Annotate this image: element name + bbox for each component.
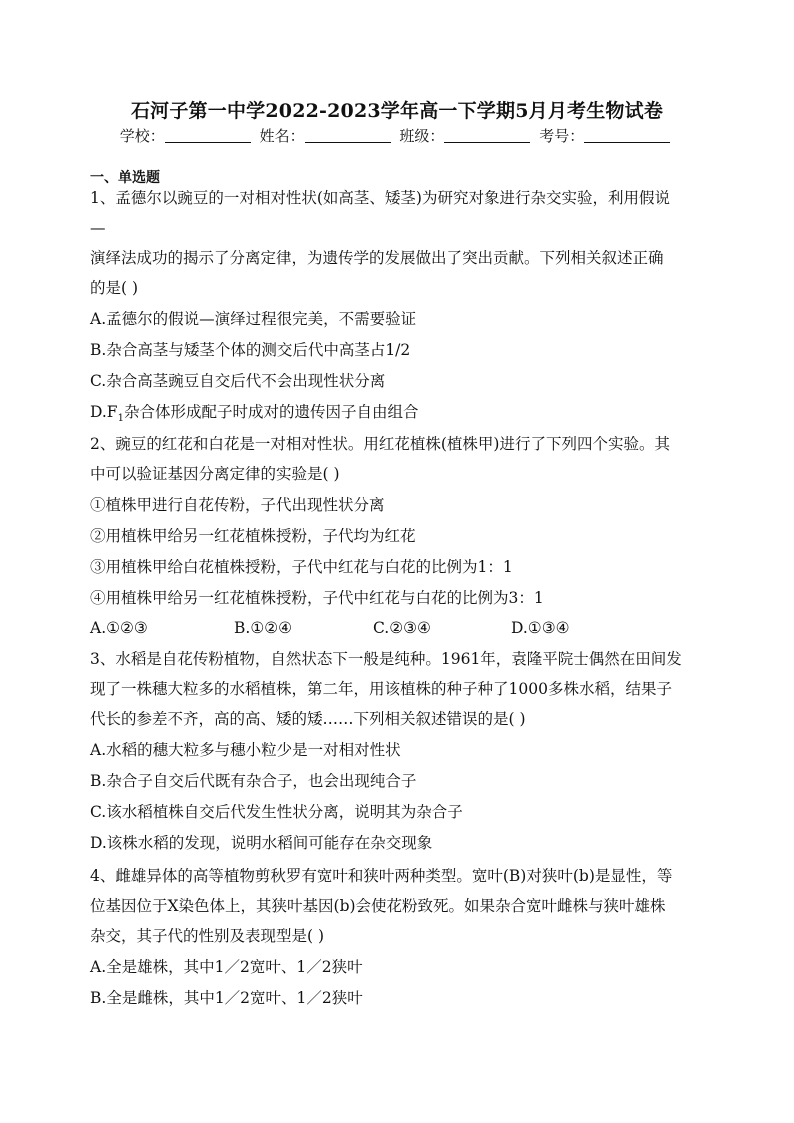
q2-statement-4: ④用植株甲给另一红花植株授粉，子代中红花与白花的比例为3：1 xyxy=(90,589,544,607)
q2-stem-line: 2、豌豆的红花和白花是一对相对性状。用红花植株(植株甲)进行了下列四个实验。其 xyxy=(90,435,670,453)
q4-stem-line: 杂交，其子代的性别及表现型是( ) xyxy=(90,927,325,945)
exam-number-blank[interactable] xyxy=(584,128,670,143)
name-label: 姓名： xyxy=(259,127,305,145)
class-blank[interactable] xyxy=(444,128,530,143)
q1-stem-line: — xyxy=(90,219,106,237)
exam-title: 石河子第一中学2022-2023学年高一下学期5月月考生物试卷 xyxy=(130,100,664,122)
q1-option-c: C.杂合高茎豌豆自交后代不会出现性状分离 xyxy=(90,372,386,390)
section-heading: 一、单选题 xyxy=(90,170,160,186)
name-blank[interactable] xyxy=(305,128,391,143)
q4-stem-line: 位基因位于X染色体上，其狭叶基因(b)会使花粉致死。如果杂合宽叶雌株与狭叶雄株 xyxy=(90,897,666,915)
q2-option-d: D.①③④ xyxy=(511,619,570,637)
q3-option-c: C.该水稻植株自交后代发生性状分离，说明其为杂合子 xyxy=(90,803,463,821)
q1-option-d xyxy=(90,402,418,429)
q1-stem-line: 的是( ) xyxy=(90,279,139,297)
school-label: 学校： xyxy=(119,127,165,145)
q2-statement-2: ②用植株甲给另一红花植株授粉，子代均为红花 xyxy=(90,527,416,545)
q4-stem-line: 4、雌雄异体的高等植物剪秋罗有宽叶和狭叶两种类型。宽叶(B)对狭叶(b)是显性，等 xyxy=(90,867,673,885)
q1-stem-line: 1、孟德尔以豌豆的一对相对性状(如高茎、矮茎)为研究对象进行杂交实验，利用假说 xyxy=(90,189,670,207)
q1-option-a: A.孟德尔的假说—演绎过程很完美，不需要验证 xyxy=(90,310,417,328)
q1-stem-line: 演绎法成功的揭示了分离定律，为遗传学的发展做出了突出贡献。下列相关叙述正确 xyxy=(90,249,664,267)
q4-option-b: B.全是雌株，其中1／2宽叶、1／2狭叶 xyxy=(90,989,363,1007)
q2-option-b: B.①②④ xyxy=(234,619,293,637)
q3-stem-line: 现了一株穗大粒多的水稻植株，第二年，用该植株的种子种了1000多株水稻，结果子 xyxy=(90,680,672,698)
q2-option-a: A.①②③ xyxy=(90,619,148,637)
student-info-line xyxy=(0,125,794,146)
q3-option-b: B.杂合子自交后代既有杂合子，也会出现纯合子 xyxy=(90,772,417,790)
q2-option-c: C.②③④ xyxy=(373,619,431,637)
q3-option-a: A.水稻的穗大粒多与穗小粒少是一对相对性状 xyxy=(90,741,401,759)
q1-option-d-subscript: 1 xyxy=(117,413,124,425)
class-label: 班级： xyxy=(399,127,445,145)
school-blank[interactable] xyxy=(165,128,251,143)
q3-stem-line: 3、水稻是自花传粉植物，自然状态下一般是纯种。1961年，袁隆平院士偶然在田间发 xyxy=(90,650,682,668)
q1-option-d-prefix: D.F xyxy=(90,403,118,421)
q4-option-a: A.全是雄株，其中1／2宽叶、1／2狭叶 xyxy=(90,958,363,976)
q1-option-b: B.杂合高茎与矮茎个体的测交后代中高茎占1/2 xyxy=(90,341,411,359)
q1-option-d-text: 杂合体形成配子时成对的遗传因子自由组合 xyxy=(123,403,419,421)
q2-stem-line: 中可以验证基因分离定律的实验是( ) xyxy=(90,465,340,483)
q3-option-d: D.该株水稻的发现，说明水稻间可能存在杂交现象 xyxy=(90,834,433,852)
q2-statement-1: ①植株甲进行自花传粉，子代出现性状分离 xyxy=(90,496,385,514)
exam-number-label: 考号： xyxy=(539,127,585,145)
q2-statement-3: ③用植株甲给白花植株授粉，子代中红花与白花的比例为1：1 xyxy=(90,558,513,576)
q3-stem-line: 代长的参差不齐，高的高、矮的矮……下列相关叙述错误的是( ) xyxy=(90,710,526,728)
